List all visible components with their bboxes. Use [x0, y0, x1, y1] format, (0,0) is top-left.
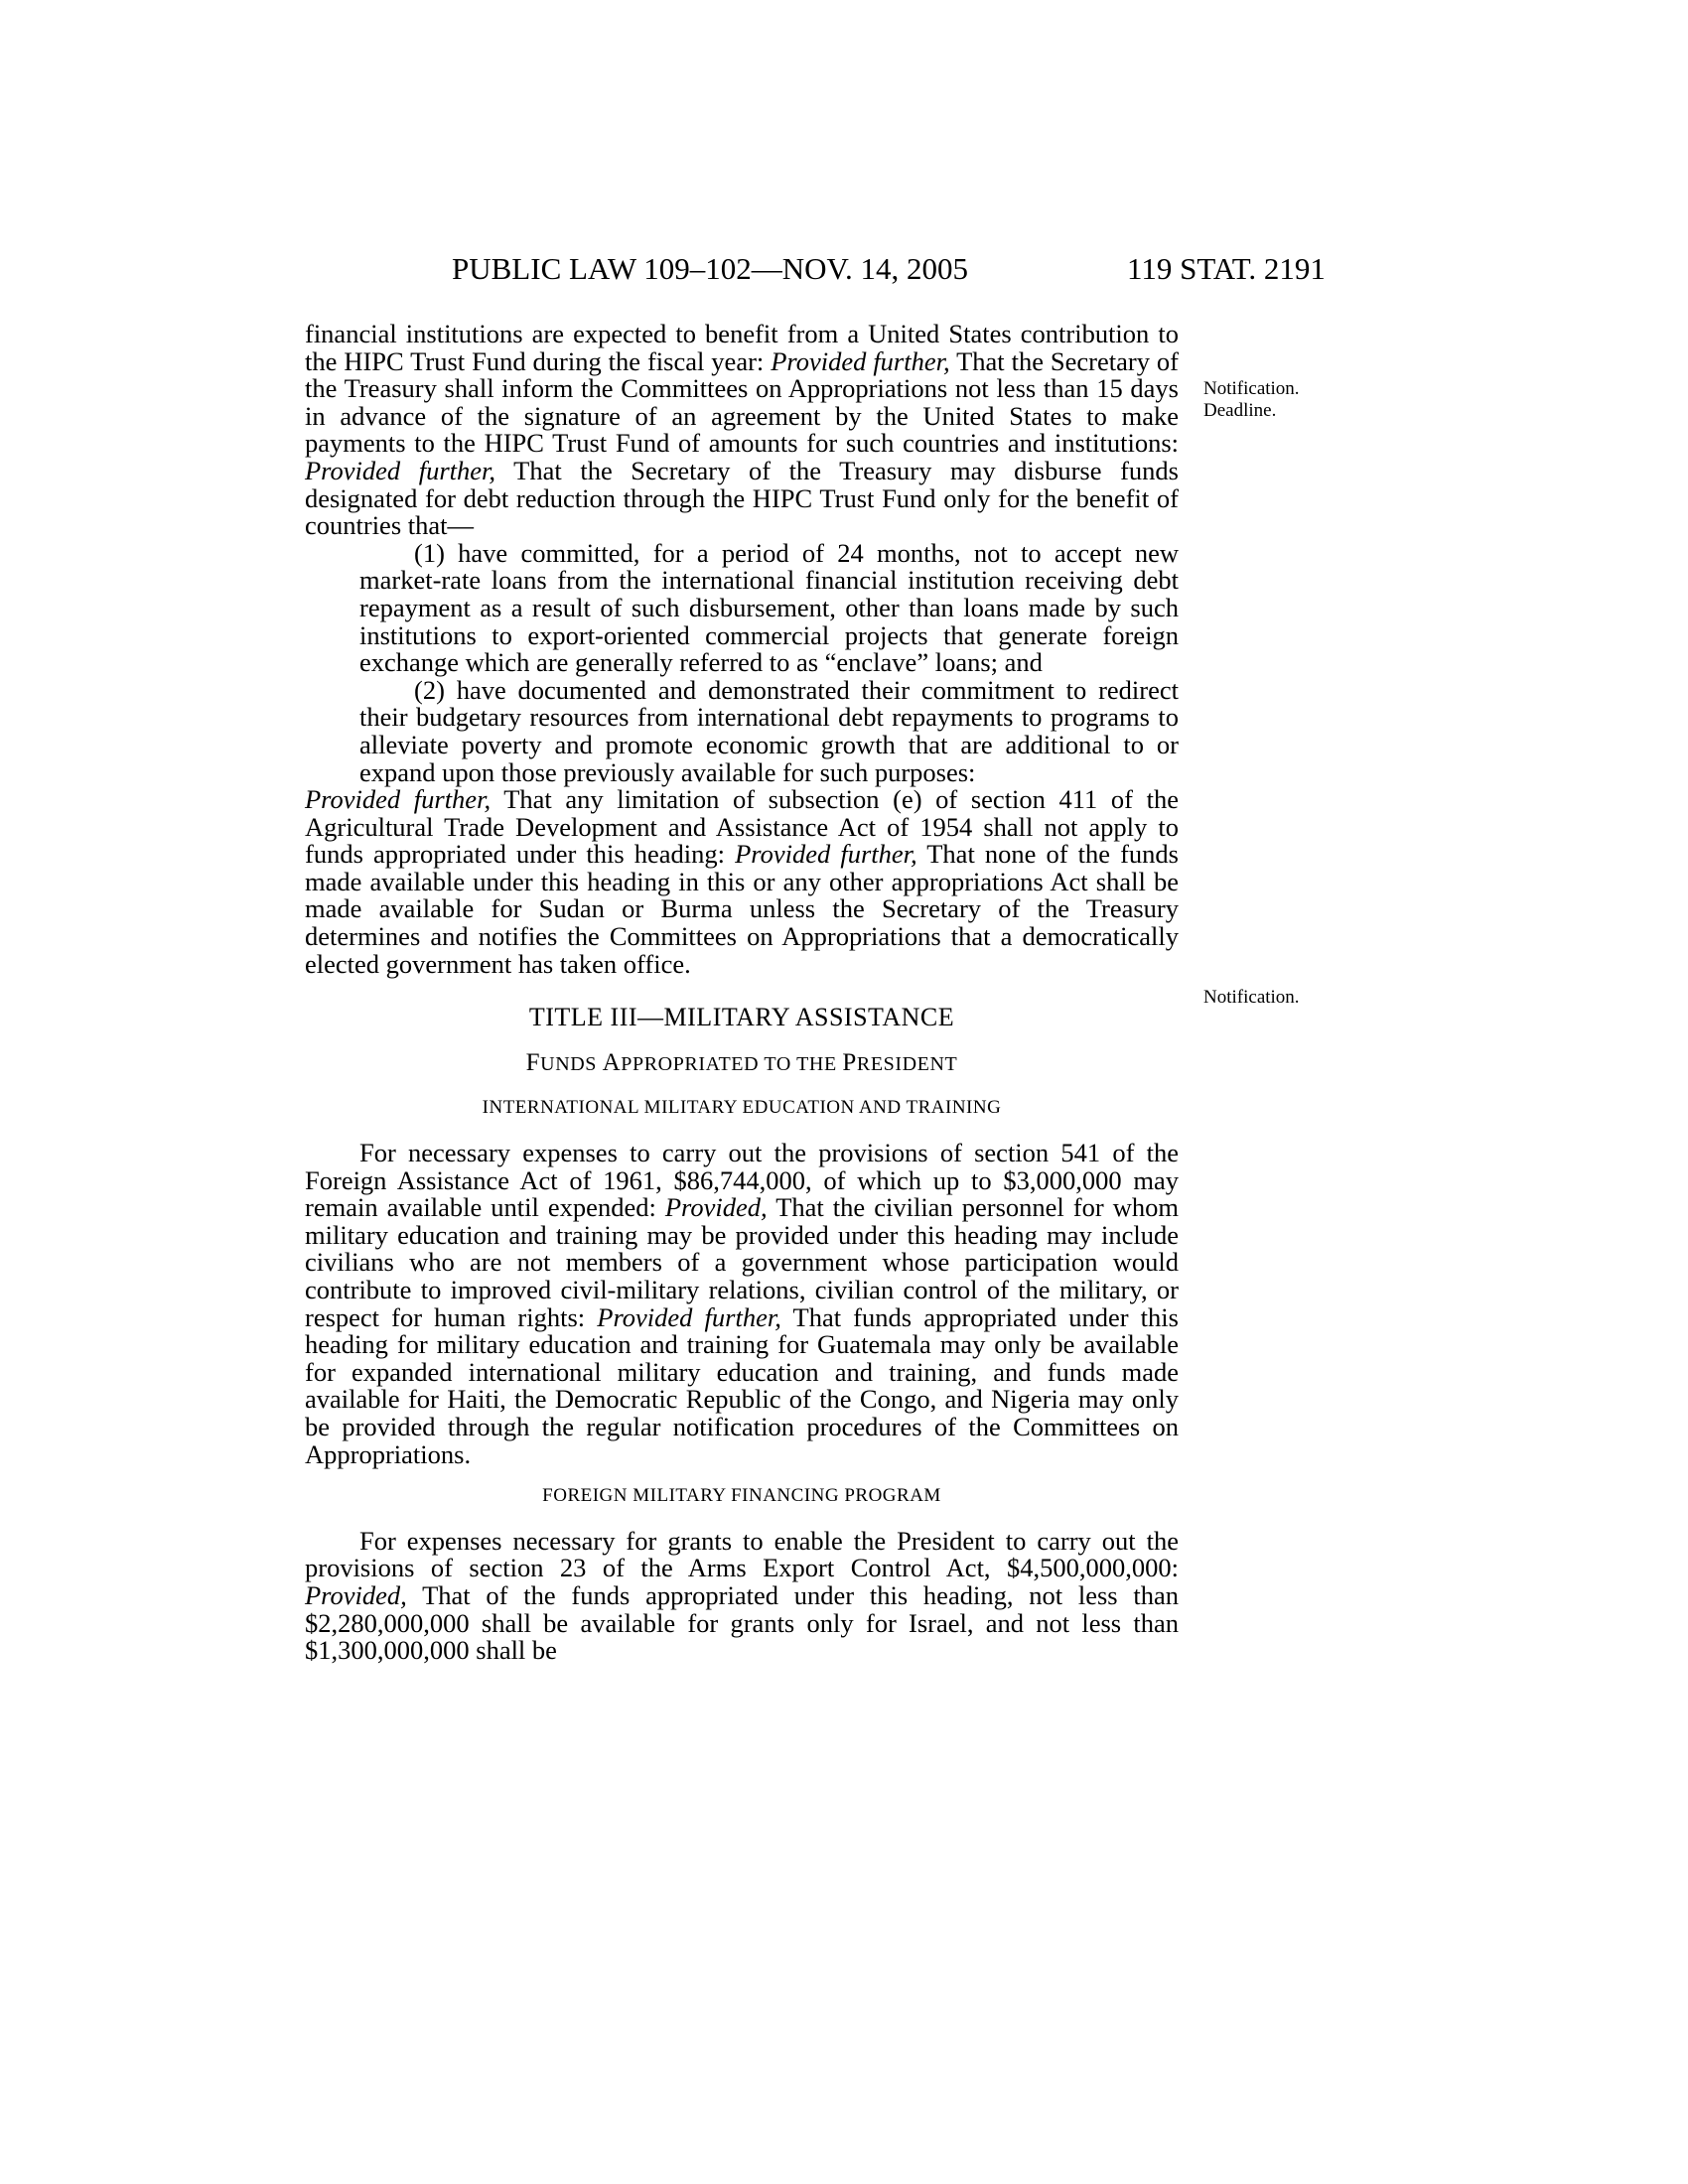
subheading-imet: INTERNATIONAL MILITARY EDUCATION AND TRAINING — [482, 1097, 1002, 1119]
paragraph-hipc: financial institutions are expected to benefit from a United States contribution to the HIPC Trust Fund during the fiscal year: Provided further, That the Secretary of the Treasury shall inform the Committees on Appropriations not less than 15 days in advance of the signature of an agreement by the United States to make payments to the HIPC Trust Fund of amounts for such countries and institutions: Provided further, That the Secretary of the Treasury may disburse funds designated for debt reduction through the HIPC Trust Fund only for the benefit of countries that— — [305, 319, 1179, 541]
list-item-2: (2) have documented and demonstrated their commitment to redirect their budgetary resources from international debt repayments to programs to alleviate poverty and promote economic growth that are additional to or expand upon those previously available for such purposes: — [359, 674, 1179, 787]
title-heading: TITLE III—MILITARY ASSISTANCE — [528, 1003, 955, 1032]
main-text-column — [305, 321, 1179, 1665]
margin-note-deadline: Deadline. — [1203, 400, 1277, 421]
page-header-title: PUBLIC LAW 109–102—NOV. 14, 2005 — [452, 251, 968, 286]
paragraph-provided-further: Provided further, That any limitation of subsection (e) of section 411 of the Agricultural Trade Development and Assistance Act of 1954 shall not apply to funds appropriated under this heading: Provided further, That none of the funds made available under this heading in this or any other appropriations Act shall be made available for Sudan or Burma unless the Secretary of the Treasury determines and notifies the Committees on Appropriations that a democratically elected government has taken office. — [305, 784, 1179, 979]
subheading-fmf: FOREIGN MILITARY FINANCING PROGRAM — [542, 1485, 941, 1507]
page-header-stat: 119 STAT. 2191 — [1127, 251, 1326, 286]
list-item-1: (1) have committed, for a period of 24 months, not to accept new market-rate loans from the international financial institution receiving debt repayment as a result of such disbursement, other than loans made by such institutions to export-oriented commercial projects that generate foreign exchange which are generally referred to as “enclave” loans; and — [359, 537, 1179, 678]
paragraph-imet: For necessary expenses to carry out the provisions of section 541 of the Foreign Assistance Act of 1961, $86,744,000, of which up to $3,000,000 may remain available until expended: Provided, That the civilian personnel for whom military education and training may be provided under this heading may include civilians who are not members of a government whose participation would contribute to improved civil-military relations, civilian control of the military, or respect for human rights: Provided further, That funds appropriated under this heading for military education and training for Guatemala may only be available for expanded international military education and training, and funds made available for Haiti, the Democratic Republic of the Congo, and Nigeria may only be provided through the regular notification procedures of the Committees on Appropriations. — [305, 1138, 1179, 1469]
paragraph-fmf: For expenses necessary for grants to enable the President to carry out the provisions of section 23 of the Arms Export Control Act, $4,500,000,000: Provided, That of the funds appropriated under this heading, not less than $2,280,000,000 shall be available for grants only for Israel, and not less than $1,300,000,000 shall be — [305, 1525, 1179, 1666]
section-heading-funds: FUNDS APPROPRIATED TO THE PRESIDENT — [525, 1048, 958, 1076]
margin-note-notification-2: Notification. — [1203, 987, 1300, 1008]
margin-note-notification: Notification. — [1203, 378, 1300, 399]
